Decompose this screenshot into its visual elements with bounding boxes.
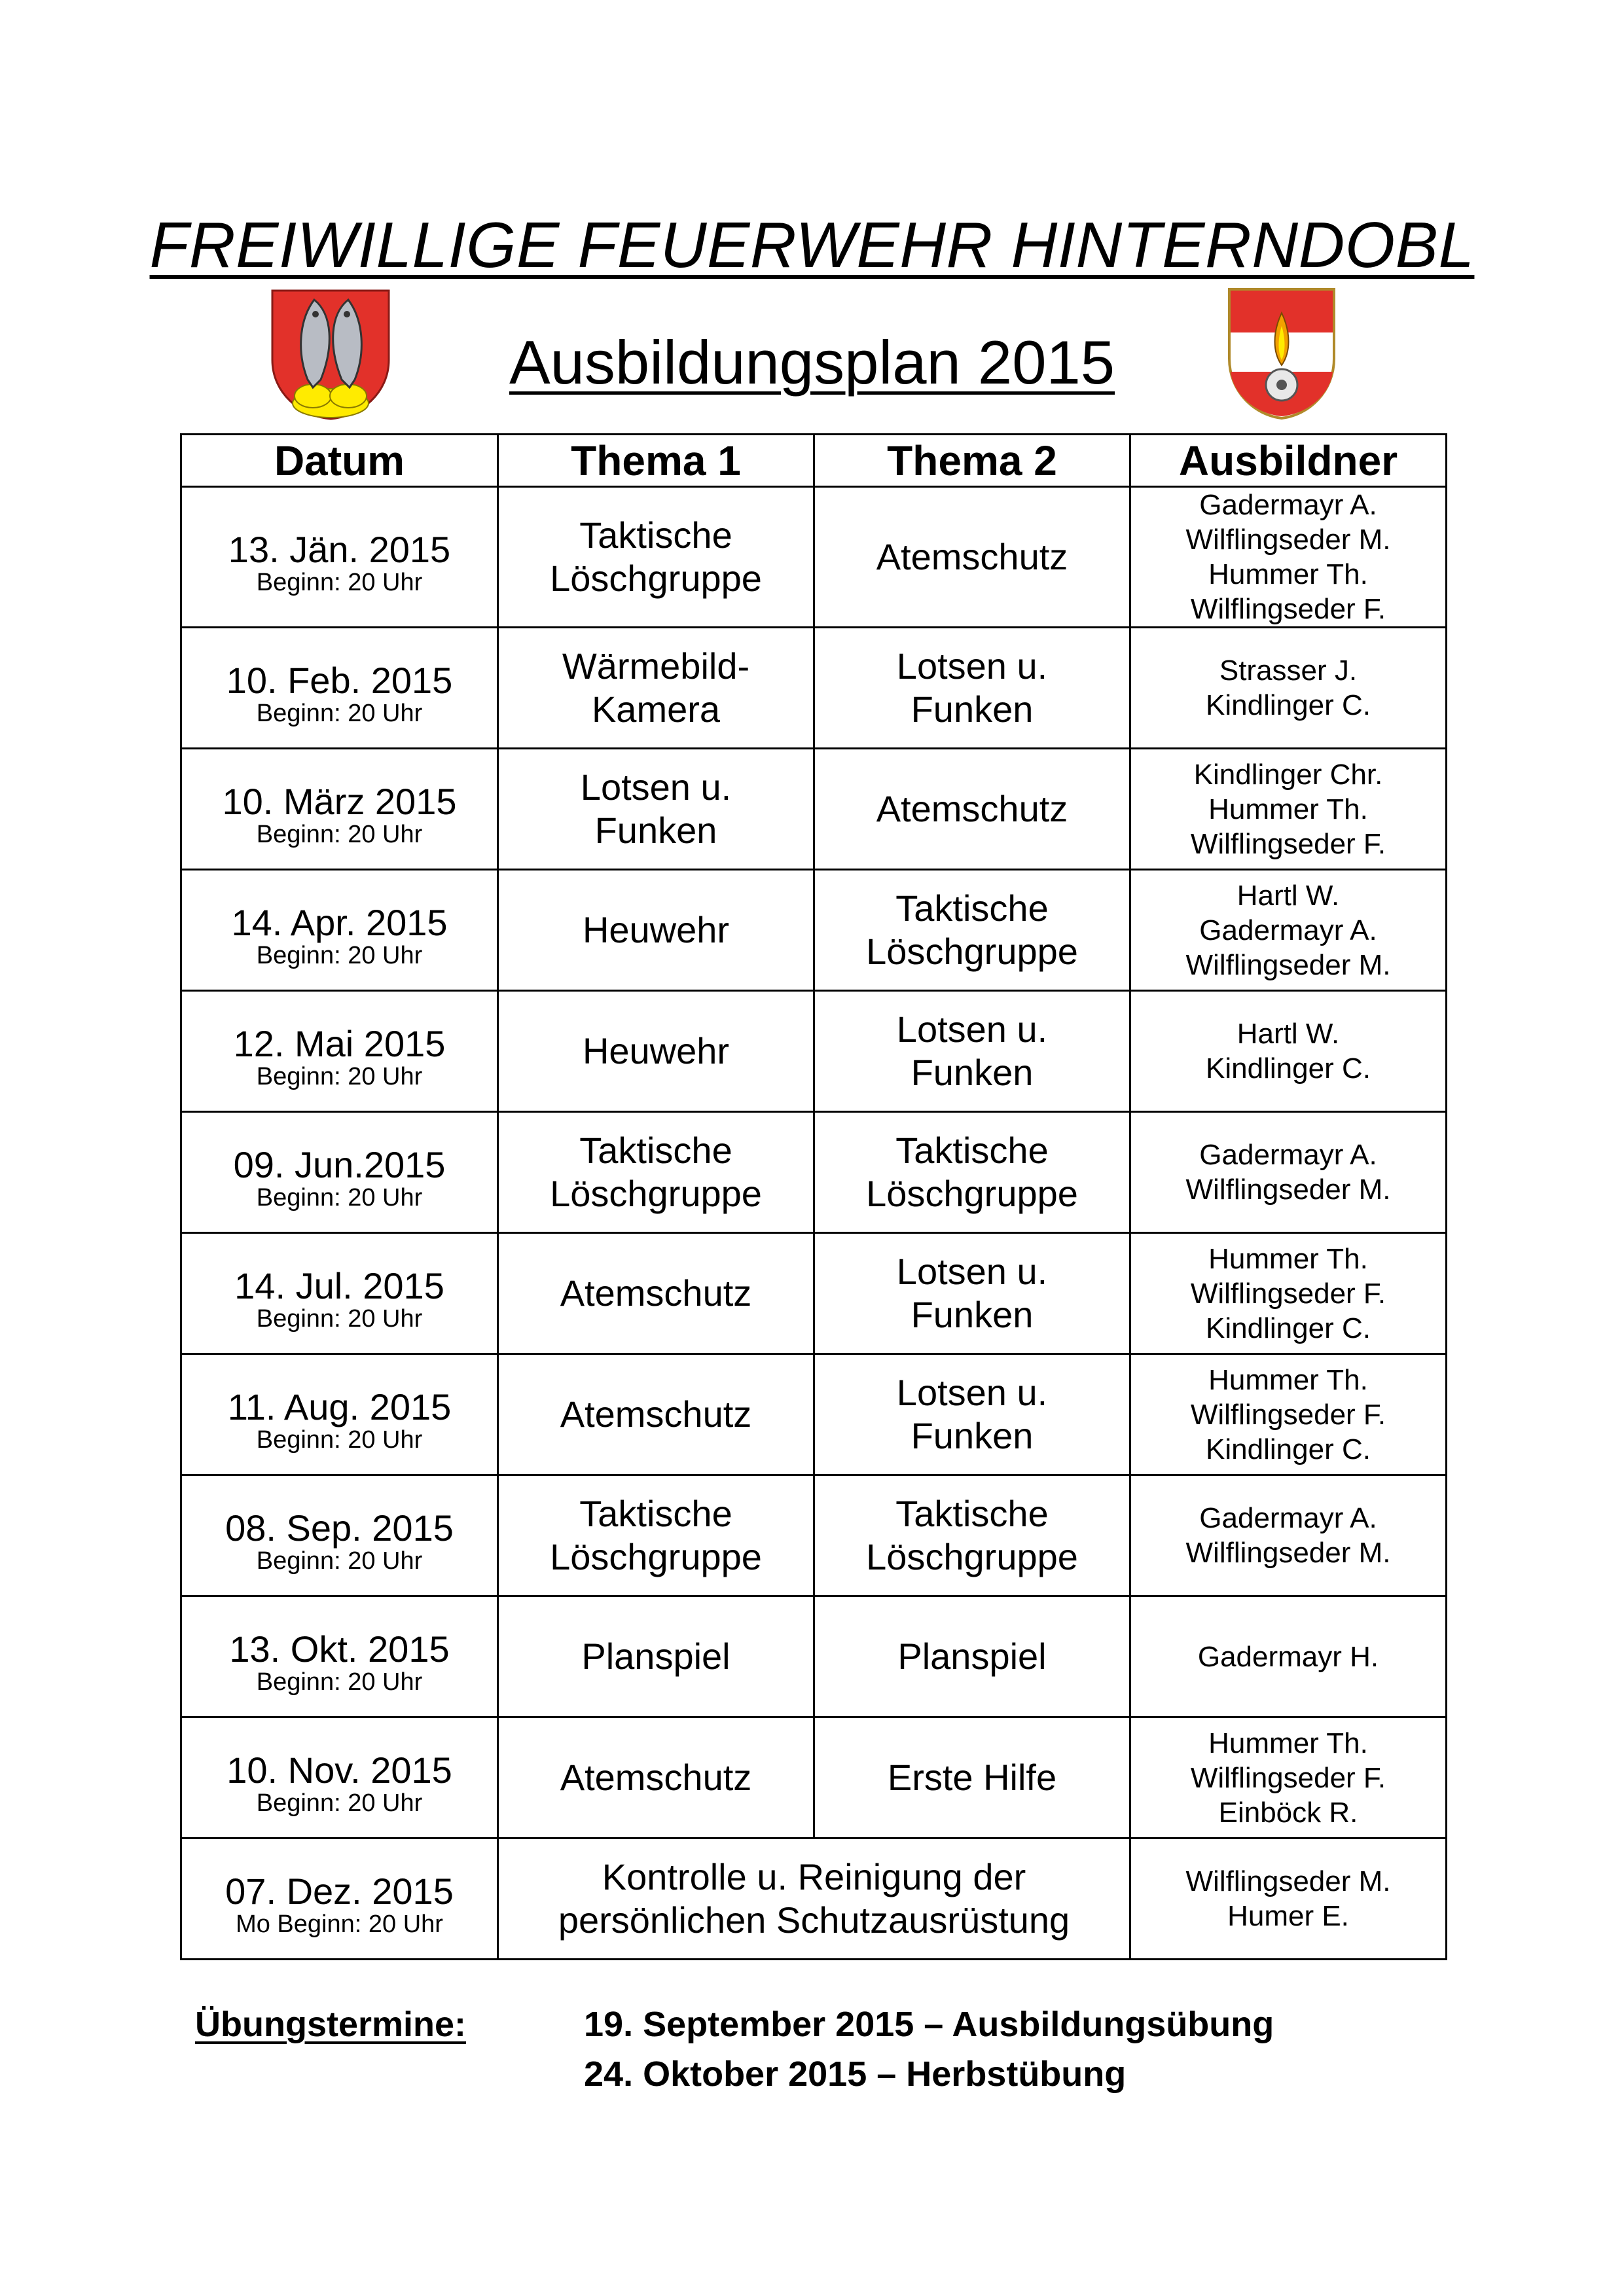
start-time: Beginn: 20 Uhr [256,569,423,596]
date-cell [181,628,498,749]
trainer-name: Hummer Th. [1208,1242,1368,1275]
trainers-cell [1130,1354,1447,1475]
trainer-name: Gadermayr A. [1199,1139,1377,1171]
date-cell [181,1839,498,1960]
topic-1-cell [498,1112,814,1233]
topic-line: Funken [911,1415,1034,1456]
trainers-cell [1130,487,1447,628]
start-time: Beginn: 20 Uhr [256,1063,423,1090]
trainers-cell [1130,1233,1447,1354]
table-row [181,1475,1447,1596]
topic-line: Lotsen u. [580,766,732,808]
trainer-name: Hummer Th. [1208,1727,1368,1759]
topic-2-cell [814,1233,1130,1354]
trainer-name: Hummer Th. [1208,1363,1368,1396]
trainers-cell [1130,1596,1447,1717]
date-cell [181,487,498,628]
date-cell [181,1354,498,1475]
trainer-name: Wilflingseder F. [1190,593,1386,625]
date-cell [181,1717,498,1839]
trainer-name: Hummer Th. [1208,558,1368,590]
topic-line: Atemschutz [560,1272,752,1314]
date: 07. Dez. 2015 [225,1871,454,1912]
topic-2-cell [814,1112,1130,1233]
date: 10. Feb. 2015 [226,660,453,701]
trainer-name: Wilflingseder F. [1190,1398,1386,1431]
start-time: Beginn: 20 Uhr [256,821,423,848]
topic-1-cell [498,1717,814,1839]
table-row [181,1717,1447,1839]
topic-line: Funken [911,689,1034,730]
topic-1-cell [498,991,814,1112]
start-time: Beginn: 20 Uhr [256,1668,423,1696]
table-row [181,1839,1447,1960]
trainers-cell [1130,1475,1447,1596]
column-header-topic-1: Thema 1 [498,435,814,487]
topic-line: Heuwehr [582,1030,730,1071]
topic-1-cell [498,749,814,870]
trainer-name: Strasser J. [1219,655,1358,687]
trainer-name: Kindlinger C. [1206,1312,1371,1344]
trainer-name: Hummer Th. [1208,793,1368,825]
date-cell [181,1233,498,1354]
date: 12. Mai 2015 [233,1023,446,1064]
trainer-name: Wilflingseder M. [1185,524,1391,556]
start-time: Beginn: 20 Uhr [256,1426,423,1454]
merged-topic-cell [498,1839,1130,1960]
topic-line: Planspiel [581,1636,731,1677]
exercise-date-entry: 19. September 2015 – Ausbildungsübung [584,2005,1274,2044]
column-header-date: Datum [181,435,498,487]
table-row [181,749,1447,870]
trainer-name: Gadermayr A. [1199,1502,1377,1534]
start-time: Beginn: 20 Uhr [256,1184,423,1211]
trainer-name: Gadermayr A. [1199,489,1377,521]
topic-2-cell [814,1475,1130,1596]
trainers-cell [1130,1717,1447,1839]
topic-1-cell [498,870,814,991]
topic-1-cell [498,1354,814,1475]
topic-line: Atemschutz [876,788,1068,829]
topic-2-cell [814,1717,1130,1839]
trainer-name: Einböck R. [1218,1796,1358,1829]
trainers-cell [1130,991,1447,1112]
topic-line: Löschgruppe [550,1536,762,1577]
trainer-name: Kindlinger Chr. [1193,758,1383,791]
start-time: Beginn: 20 Uhr [256,1547,423,1575]
topic-1-cell [498,1475,814,1596]
date: 14. Jul. 2015 [234,1265,444,1306]
table-header-row [181,435,1447,487]
topic-line: Atemschutz [560,1757,752,1798]
topic-line: Lotsen u. [896,645,1048,687]
topic-line: Löschgruppe [866,931,1078,972]
trainer-name: Kindlinger C. [1206,1433,1371,1465]
topic-line: Löschgruppe [550,1173,762,1214]
date: 13. Jän. 2015 [228,529,451,570]
trainers-cell [1130,1112,1447,1233]
topic-line: Kamera [591,689,721,730]
topic-line: Planspiel [897,1636,1047,1677]
trainer-name: Humer E. [1227,1900,1349,1932]
trainer-name: Wilflingseder M. [1185,1174,1391,1206]
date: 11. Aug. 2015 [227,1386,452,1427]
topic-line: Atemschutz [876,536,1068,577]
trainers-cell [1130,870,1447,991]
topic-line: Taktische [579,1130,732,1171]
topic-2-cell [814,1354,1130,1475]
table-row [181,1596,1447,1717]
table-row [181,628,1447,749]
table-row [181,1233,1447,1354]
topic-line: Löschgruppe [866,1173,1078,1214]
trainer-name: Gadermayr A. [1199,914,1377,946]
date: 14. Apr. 2015 [231,902,448,943]
trainer-name: Hartl W. [1236,1018,1340,1050]
trainers-cell [1130,749,1447,870]
date: 09. Jun.2015 [233,1144,446,1185]
training-plan-table [180,433,1447,1960]
trainer-name: Wilflingseder M. [1185,1537,1391,1569]
start-time: Beginn: 20 Uhr [256,700,423,727]
trainer-name: Gadermayr H. [1197,1640,1379,1673]
topic-2-cell [814,487,1130,628]
org-title: FREIWILLIGE FEUERWEHR HINTERNDOBL [149,209,1475,281]
date-cell [181,1475,498,1596]
trainer-name: Wilflingseder F. [1190,827,1386,860]
topic-1-cell [498,1596,814,1717]
topic-1-cell [498,1233,814,1354]
topic-line: Lotsen u. [896,1009,1048,1050]
topic-line: Taktische [579,1493,732,1534]
date: 10. Nov. 2015 [226,1749,452,1791]
date-cell [181,870,498,991]
exercise-date-entry: 24. Oktober 2015 – Herbstübung [584,2054,1127,2094]
start-time: Mo Beginn: 20 Uhr [236,1910,443,1938]
trainers-cell [1130,628,1447,749]
table-row [181,487,1447,628]
trainer-name: Hartl W. [1236,879,1340,912]
column-header-trainers: Ausbildner [1130,435,1447,487]
topic-line: Heuwehr [582,909,730,950]
trainers-cell [1130,1839,1447,1960]
column-header-topic-2: Thema 2 [814,435,1130,487]
trainer-name: Wilflingseder F. [1190,1761,1386,1794]
date-cell [181,1112,498,1233]
topic-line: persönlichen Schutzausrüstung [558,1899,1070,1941]
trainer-name: Kindlinger C. [1206,1052,1371,1085]
table-row [181,1354,1447,1475]
topic-line: Taktische [895,888,1049,929]
topic-line: Funken [911,1052,1034,1093]
topic-1-cell [498,487,814,628]
trainer-name: Kindlinger C. [1206,689,1371,721]
topic-line: Funken [594,810,717,851]
topic-line: Taktische [895,1130,1049,1171]
topic-line: Erste Hilfe [887,1757,1057,1798]
topic-1-cell [498,628,814,749]
topic-2-cell [814,870,1130,991]
topic-line: Wärmebild- [562,645,750,687]
date-cell [181,749,498,870]
date-cell [181,1596,498,1717]
topic-line: Taktische [895,1493,1049,1534]
topic-2-cell [814,628,1130,749]
start-time: Beginn: 20 Uhr [256,942,423,969]
topic-line: Atemschutz [560,1393,752,1435]
plan-title: Ausbildungsplan 2015 [509,328,1115,397]
trainer-name: Wilflingseder F. [1190,1277,1386,1310]
topic-2-cell [814,1596,1130,1717]
topic-2-cell [814,991,1130,1112]
start-time: Beginn: 20 Uhr [256,1305,423,1333]
topic-line: Kontrolle u. Reinigung der [602,1856,1026,1897]
date-cell [181,991,498,1112]
topic-line: Funken [911,1294,1034,1335]
topic-line: Lotsen u. [896,1372,1048,1413]
topic-line: Löschgruppe [550,558,762,599]
topic-line: Lotsen u. [896,1251,1048,1292]
trainer-name: Wilflingseder M. [1185,1865,1391,1897]
date: 13. Okt. 2015 [229,1628,450,1670]
table-row [181,1112,1447,1233]
exercise-dates-label: Übungstermine: [195,2005,467,2044]
topic-line: Taktische [579,514,732,556]
topic-line: Löschgruppe [866,1536,1078,1577]
topic-2-cell [814,749,1130,870]
table-row [181,991,1447,1112]
date: 08. Sep. 2015 [225,1507,454,1549]
start-time: Beginn: 20 Uhr [256,1789,423,1817]
table-row [181,870,1447,991]
date: 10. März 2015 [222,781,457,822]
trainer-name: Wilflingseder M. [1185,948,1391,981]
